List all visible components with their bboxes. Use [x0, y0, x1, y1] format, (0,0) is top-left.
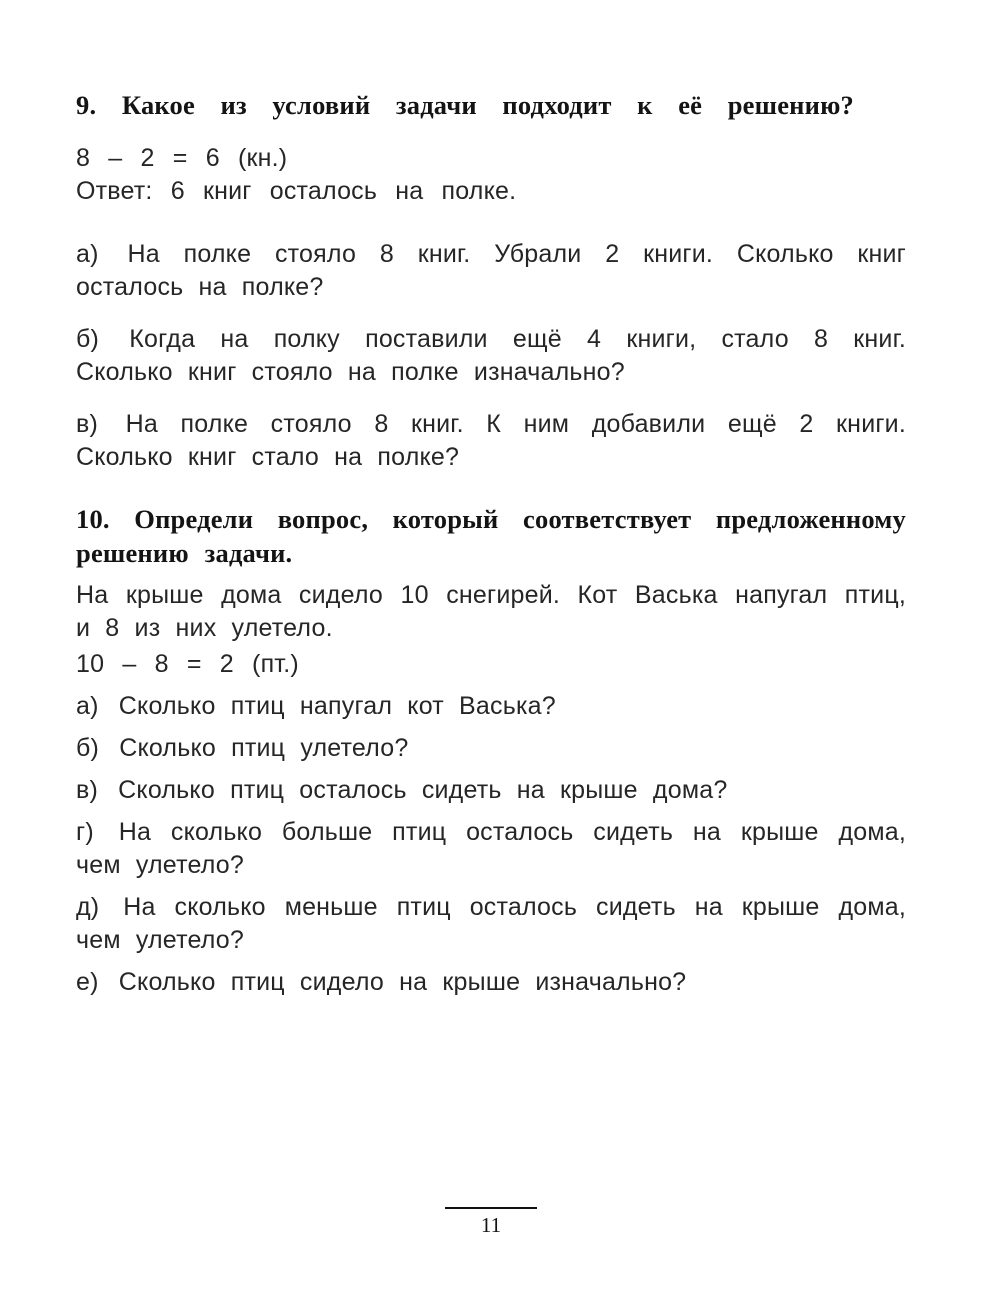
- problem-10-option-e-label: е): [76, 968, 99, 996]
- problem-10-option-e-text: Сколько птиц сидело на крыше изначально?: [118, 968, 687, 996]
- problem-10-option-b-label: б): [76, 734, 100, 762]
- problem-9-option-v-text: На полке стояло 8 книг. К ним добавили ещё 2 книги. Сколько книг стало на полке?: [76, 410, 906, 471]
- problem-9-option-b: [76, 323, 906, 389]
- problem-10-option-a-text: Сколько птиц напугал кот Васька?: [118, 692, 556, 720]
- problem-9-title: Какое из условий задачи подходит к её решению?: [121, 90, 854, 120]
- problem-9-option-v-label: в): [76, 410, 99, 438]
- problem-10-option-d-text: На сколько меньше птиц осталось сидеть на крыше дома, чем улетело?: [76, 893, 906, 954]
- problem-10-option-e: [76, 966, 906, 999]
- problem-10-title: Определи вопрос, который соответствует предложенному решению задачи.: [76, 504, 906, 568]
- problem-10-option-d: [76, 891, 906, 957]
- problem-10-option-g: [76, 816, 906, 882]
- problem-10-option-v-label: в): [76, 776, 99, 804]
- problem-10-option-a: [76, 690, 906, 723]
- problem-9-answer: Ответ: 6 книг осталось на полке.: [76, 177, 517, 205]
- problem-10-option-v-text: Сколько птиц осталось сидеть на крыше дома?: [118, 776, 728, 804]
- problem-9-number: 9.: [76, 90, 97, 120]
- problem-10-option-d-label: д): [76, 893, 100, 921]
- problem-10-number: 10.: [76, 504, 110, 534]
- problem-9-solution-block: [76, 142, 906, 208]
- problem-10-option-b-text: Сколько птиц улетело?: [119, 734, 409, 762]
- problem-10-heading: [76, 502, 906, 570]
- problem-9-option-b-label: б): [76, 325, 100, 353]
- problem-10-option-a-label: а): [76, 692, 99, 720]
- page-number: 11: [480, 1213, 502, 1237]
- footer-rule: [445, 1207, 537, 1209]
- problem-10-option-v: [76, 774, 906, 807]
- problem-9-option-b-text: Когда на полку поставили ещё 4 книги, стало 8 книг. Сколько книг стояло на полке изначально?: [76, 325, 907, 386]
- problem-10-option-b: [76, 732, 906, 765]
- problem-9-option-a: [76, 238, 906, 304]
- problem-9-equation: 8 – 2 = 6 (кн.): [76, 144, 288, 172]
- problem-10-intro: На крыше дома сидело 10 снегирей. Кот Васька напугал птиц, и 8 из них улетело.: [76, 581, 906, 642]
- problem-9: [76, 88, 906, 474]
- problem-9-heading: [76, 88, 854, 122]
- page-footer: [76, 1207, 906, 1238]
- problem-10-option-g-text: На сколько больше птиц осталось сидеть на крыше дома, чем улетело?: [76, 818, 906, 879]
- problem-10-option-g-label: г): [76, 818, 94, 846]
- problem-9-option-a-text: На полке стояло 8 книг. Убрали 2 книги. Сколько книг осталось на полке?: [76, 240, 906, 301]
- problem-10-equation: 10 – 8 = 2 (пт.): [76, 650, 299, 678]
- problem-9-option-v: [76, 408, 906, 474]
- problem-10: [76, 502, 906, 999]
- page-content: [76, 88, 906, 999]
- problem-9-option-a-label: а): [76, 240, 99, 268]
